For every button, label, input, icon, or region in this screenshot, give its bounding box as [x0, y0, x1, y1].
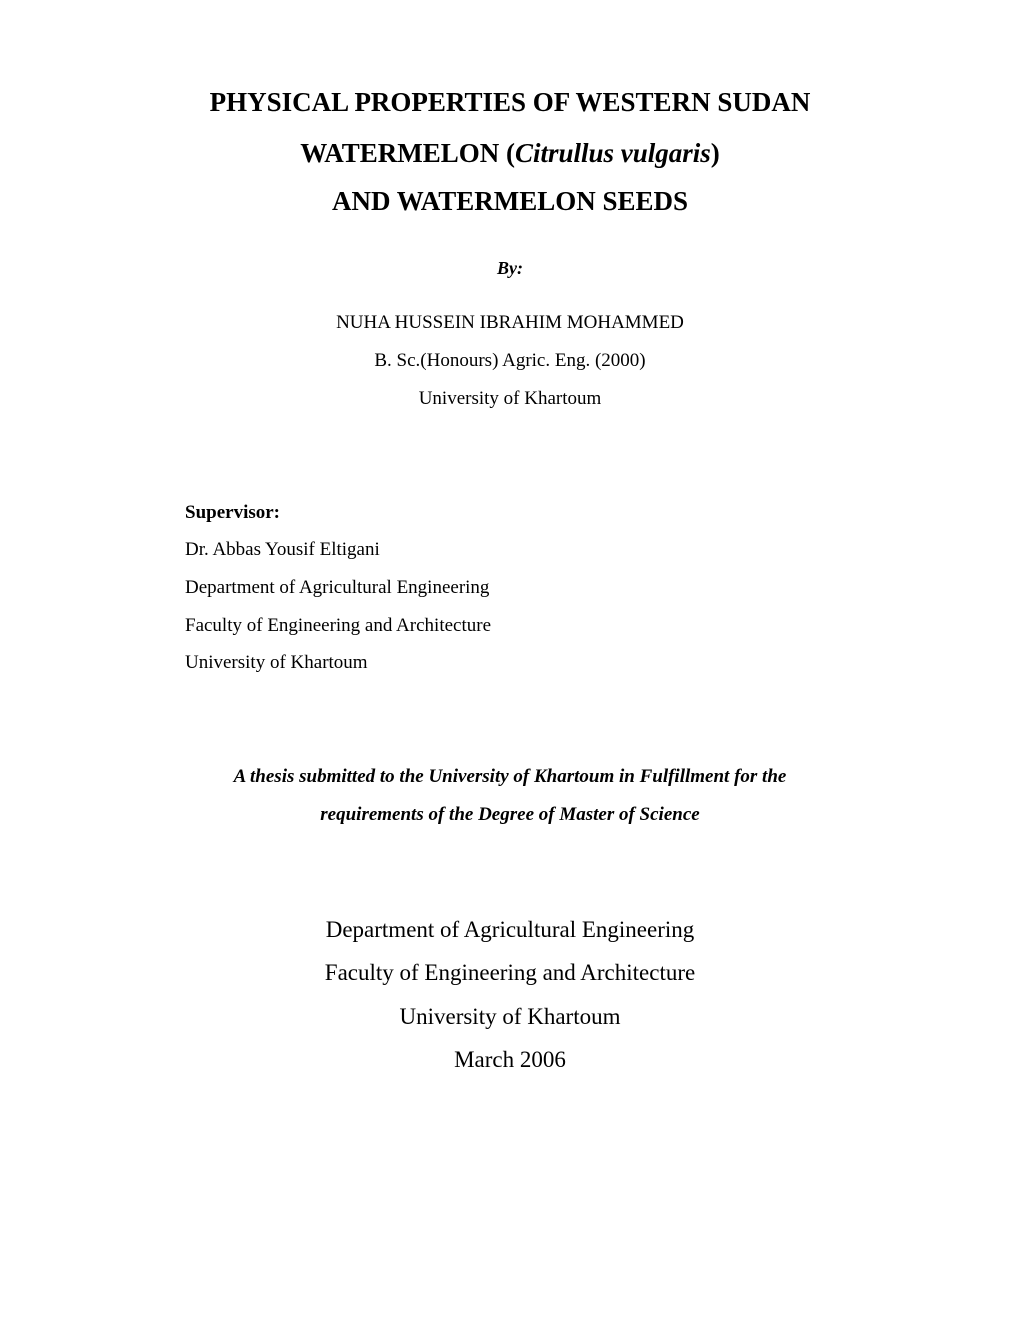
author-university: University of Khartoum [418, 388, 602, 409]
thesis-title-prefix: WATERMELON ( [300, 138, 515, 168]
supervisor-label: Supervisor: [185, 502, 280, 523]
by-label: By: [497, 258, 523, 278]
thesis-title-line-2 [0, 137, 1020, 169]
supervisor-faculty: Faculty of Engineering and Architecture [185, 615, 492, 636]
footer-department: Department of Agricultural Engineering [325, 917, 695, 942]
supervisor-name: Dr. Abbas Yousif Eltigani [185, 539, 380, 560]
thesis-statement-line-2: requirements of the Degree of Master of Science [320, 804, 700, 825]
thesis-title-line-1: PHYSICAL PROPERTIES OF WESTERN SUDAN [209, 87, 811, 117]
footer-date: March 2006 [454, 1047, 566, 1072]
author-name: NUHA HUSSEIN IBRAHIM MOHAMMED [336, 312, 684, 333]
footer-university: University of Khartoum [399, 1004, 621, 1029]
thesis-statement-line-1: A thesis submitted to the University of Khartoum in Fulfillment for the [233, 766, 787, 787]
supervisor-university: University of Khartoum [185, 652, 368, 673]
thesis-title-suffix: ) [710, 138, 720, 168]
supervisor-department: Department of Agricultural Engineering [185, 577, 490, 598]
author-degree: B. Sc.(Honours) Agric. Eng. (2000) [374, 350, 646, 371]
thesis-title-line-3: AND WATERMELON SEEDS [331, 186, 689, 216]
footer-faculty: Faculty of Engineering and Architecture [324, 960, 696, 985]
species-name: Citrullus vulgaris [514, 138, 711, 168]
